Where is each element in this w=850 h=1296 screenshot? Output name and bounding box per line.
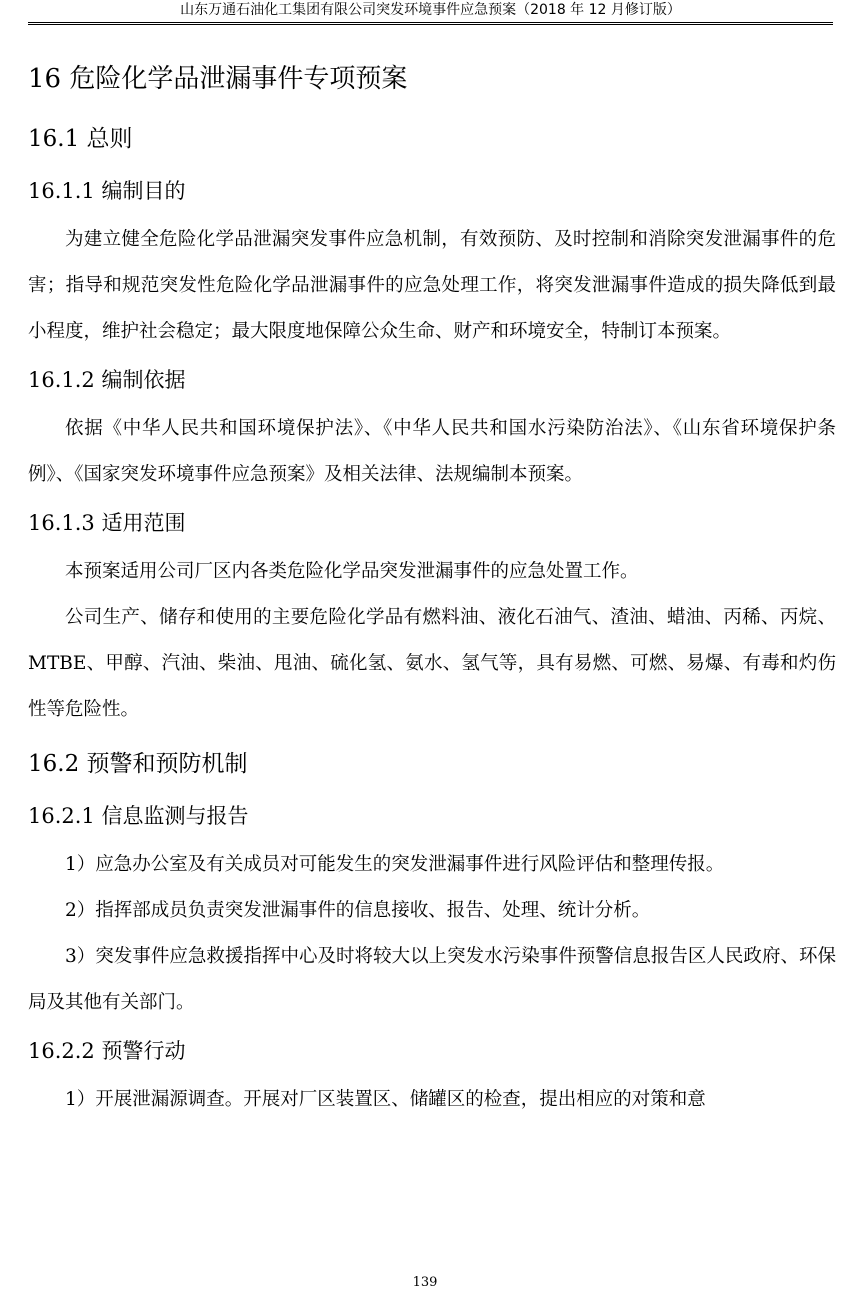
paragraph-purpose: 为建立健全危险化学品泄漏突发事件应急机制，有效预防、及时控制和消除突发泄漏事件的危害；指导和规范突发性危险化学品泄漏事件的应急处理工作，将突发泄漏事件造成的损失降低到最小程度，维护社会稳定；最大限度地保障公众生命、财产和环境安全，特制订本预案。: [28, 229, 836, 342]
heading-16-1-2: 16.1.2 编制依据: [28, 368, 186, 392]
heading-16-1-3: 16.1.3 适用范围: [28, 511, 186, 535]
heading-16-1: 16.1 总则: [28, 126, 133, 152]
heading-16-1-1: 16.1.1 编制目的: [28, 179, 186, 203]
paragraph-scope: 本预案适用公司厂区内各类危险化学品突发泄漏事件的应急处置工作。: [65, 561, 639, 582]
paragraph-monitoring-1: 1）应急办公室及有关成员对可能发生的突发泄漏事件进行风险评估和整理传报。: [65, 854, 725, 875]
paragraph-basis: 依据《中华人民共和国环境保护法》、《中华人民共和国水污染防治法》、《山东省环境保护条例》、《国家突发环境事件应急预案》及相关法律、法规编制本预案。: [28, 418, 836, 485]
paragraph-monitoring-2: 2）指挥部成员负责突发泄漏事件的信息接收、报告、处理、统计分析。: [65, 900, 651, 921]
heading-16-2-1: 16.2.1 信息监测与报告: [28, 804, 249, 828]
paragraph-chemicals: 公司生产、储存和使用的主要危险化学品有燃料油、液化石油气、渣油、蜡油、丙稀、丙烷、MTBE、甲醇、汽油、柴油、甩油、硫化氢、氨水、氢气等，具有易燃、可燃、易爆、有毒和灼伤性等危险性。: [28, 607, 836, 720]
paragraph-monitoring-3: 3）突发事件应急救援指挥中心及时将较大以上突发水污染事件预警信息报告区人民政府、环保局及其他有关部门。: [28, 946, 836, 1013]
heading-16-2-2: 16.2.2 预警行动: [28, 1039, 186, 1063]
page-number: 139: [412, 1275, 438, 1290]
document-body: [28, 56, 836, 1123]
heading-16: 16 危险化学品泄漏事件专项预案: [28, 64, 408, 94]
page-header: 山东万通石油化工集团有限公司突发环境事件应急预案（2018 年 12 月修订版）: [28, 0, 833, 25]
heading-16-2: 16.2 预警和预防机制: [28, 751, 248, 777]
paragraph-warning-action-1: 1）开展泄漏源调查。开展对厂区装置区、储罐区的检查，提出相应的对策和意: [65, 1089, 706, 1110]
